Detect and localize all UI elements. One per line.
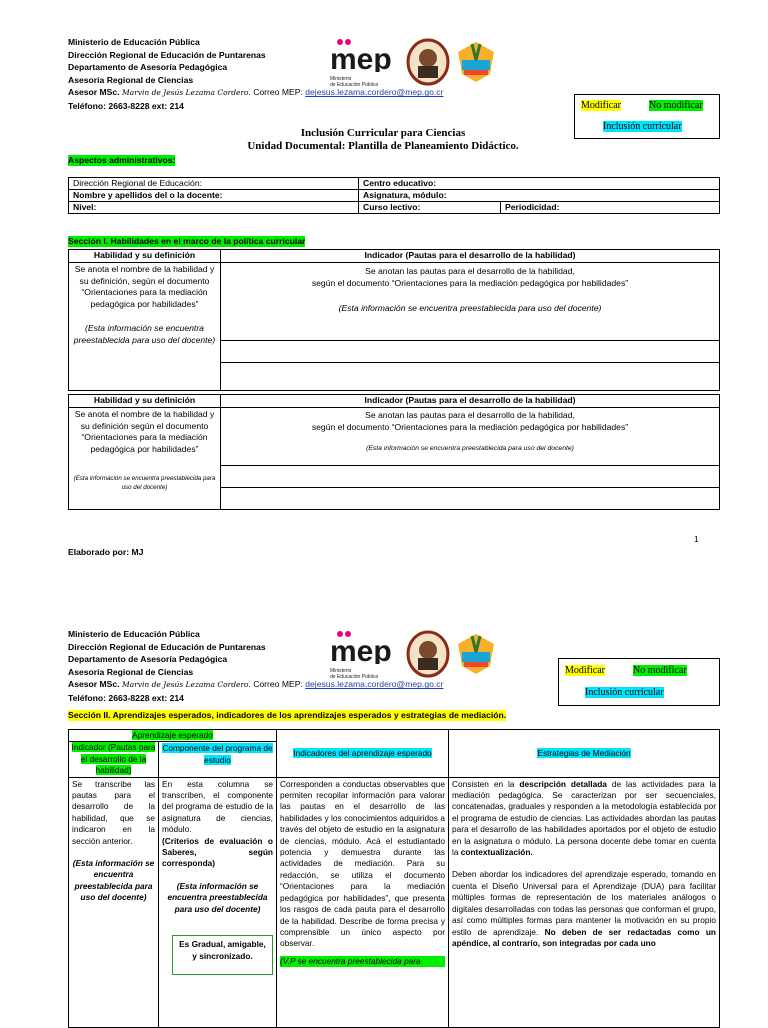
col-header: Habilidad y su definición — [69, 250, 221, 263]
elaborado-por: Elaborado por: MJ — [68, 547, 144, 557]
header-line: Ministerio de Educación Pública — [68, 629, 200, 639]
admin-cell: Asignatura, módulo: — [359, 190, 720, 202]
gradual-box: Es Gradual, amigable, y sincronizado. — [172, 935, 273, 975]
legend-no-modificar: No modificar — [633, 665, 687, 676]
seccion2-table — [68, 729, 720, 1028]
header-line: Dirección Regional de Educación de Puntarenas — [68, 641, 266, 652]
habilidad-table-2 — [68, 394, 720, 510]
header-line: Dirección Regional de Educación de Puntarenas — [68, 49, 266, 60]
legend-box — [558, 658, 720, 706]
indicadores-col: Corresponden a conductas observables que permiten recopilar información para valorar las pautas en el desarrollo de las habilidades y los conocimientos adquiridos a través del objeto de estudio en la asignatura de ciencias, módulo. Acá el estudiantado potencia y demuestra durante las actividades de mediación. Para su redacción, se utiliza el documento “Orientaciones para la mediación pedagógica por habilidades”, que presenta los rasgos de cada pauta para el desarrollo de la habilidad. Describe de forma precisa y comprensible un único aspecto por observar. (V.P se encuentra preestablecida para — [277, 777, 449, 1027]
mep-wordmark: mep — [330, 635, 392, 664]
admin-table — [68, 177, 720, 214]
page-number: 1 — [694, 534, 699, 544]
col-header: Indicador (Pautas para el desarrollo de la habilidad) — [221, 395, 720, 408]
email-link[interactable]: dejesus.lezama.cordero@mep.go.cr — [305, 679, 444, 690]
indicador-col: Se transcribe las pautas para el desarrollo de la habilidad, que se indicaron en la sección anterior. (Esta información se encuentra preestablecida para uso del docente) — [69, 777, 159, 1027]
regional-badge-icon — [454, 630, 498, 681]
aprendizaje-header: Aprendizaje esperado — [69, 730, 277, 742]
seccion1-heading: Sección I. Habilidades en el marco de la política curricular — [68, 236, 306, 246]
habilidad-table-1 — [68, 249, 720, 391]
col-header: Indicador (Pautas para el desarrollo de la habilidad) — [69, 742, 159, 777]
admin-cell: Centro educativo: — [359, 178, 720, 190]
header-line: Departamento de Asesoría Pedagógica — [68, 654, 228, 665]
indicador-empty-cell — [221, 465, 720, 487]
admin-cell: Nombre y apellidos del o la docente: — [69, 190, 359, 202]
legend-inclusion: Inclusión curricular — [603, 121, 682, 132]
col-header: Componente del programa de estudio — [159, 742, 277, 777]
legend-modificar: Modificar — [581, 100, 621, 111]
admin-cell: Curso lectivo: — [359, 202, 501, 214]
habilidad-cell: Se anota el nombre de la habilidad y su definición según el documento “Orientaciones para la mediación pedagógica por habilidades” (Esta información se encuentra preestablecida para uso del docente) — [69, 407, 221, 509]
phone-line: Teléfono: 2663-8228 ext: 214 — [68, 692, 184, 703]
componente-col: En esta columna se transcriben, el componente del programa de estudio de la asignatura de ciencias, módulo. (Criterios de evaluación o Saberes, según corresponda) (Esta información se encuentra preestablecida para uso del docente) Es Gradual, amigable, y sincronizado. — [159, 777, 277, 1027]
asesor-line: Asesor MSc. Marvin de Jesús Lezama Cordero. Correo MEP: dejesus.lezama.cordero@mep.go.cr — [68, 87, 444, 98]
mep-logo: mep Ministerio de Educación Pública — [330, 38, 400, 88]
phone-line: Teléfono: 2663-8228 ext: 214 — [68, 100, 184, 111]
legend-inclusion: Inclusión curricular — [585, 687, 664, 698]
habilidad-cell: Se anota el nombre de la habilidad y su definición, según el documento “Orientaciones para la mediación pedagógica por habilidades” (Esta información se encuentra preestablecida para uso del docente) — [69, 262, 221, 390]
indicador-cell: Se anotan las pautas para el desarrollo de la habilidad, según el documento “Orientaciones para la mediación pedagógica por habilidades” (Esta información se encuentra preestablecida para uso del docente) — [221, 407, 720, 465]
estrategias-col: Consisten en la descripción detallada de las actividades para la mediación pedagógica. Se caracterizan por ser secuenciales, concatenadas, graduales y responden a la metodología establecida por el programa de estudio de ciencias. Las actividades abordan las pautas para el desarrollo de las habilidades aportados por el objeto de estudio en la asignatura o módulo. La persona docente debe tomar en cuenta la contextualización. Deben abordar los indicadores del aprendizaje esperado, tomando en cuenta el Diseño Universal para el Aprendizaje (DUA) para facilitar múltiples formas de representación de los materiales análogos o digitales desarrolladas con todas las personas que conforman el grupo, así como múltiples formas para mantener la motivación en su propio estilo de aprendizaje. No deben de ser redactadas como un apéndice, al contrario, son integradas por cada uno — [449, 777, 720, 1027]
legend-box — [574, 94, 720, 139]
mep-logo: mep Ministerio de Educación Pública — [330, 630, 400, 680]
puntarenas-seal-icon — [406, 38, 450, 91]
header-line: Ministerio de Educación Pública — [68, 37, 200, 47]
doc-title: Inclusión Curricular para Ciencias — [300, 127, 466, 139]
header-line: Asesoría Regional de Ciencias — [68, 74, 194, 85]
legend-no-modificar: No modificar — [649, 100, 703, 111]
indicador-empty-cell — [221, 362, 720, 390]
legend-modificar: Modificar — [565, 665, 605, 676]
admin-cell: Dirección Regional de Educación: — [69, 178, 359, 190]
asesor-line: Asesor MSc. Marvin de Jesús Lezama Cordero. Correo MEP: dejesus.lezama.cordero@mep.go.cr — [68, 679, 444, 690]
indicador-cell: Se anotan las pautas para el desarrollo de la habilidad, según el documento “Orientaciones para la mediación pedagógica por habilidades” (Esta información se encuentra preestablecida para uso del docente) — [221, 262, 720, 340]
doc-subtitle: Unidad Documental: Plantilla de Planeamiento Didáctico. — [247, 140, 519, 152]
email-link[interactable]: dejesus.lezama.cordero@mep.go.cr — [305, 87, 444, 98]
regional-badge-icon — [454, 38, 498, 89]
header-line: Asesoría Regional de Ciencias — [68, 666, 194, 677]
col-header: Indicadores del aprendizaje esperado — [277, 730, 449, 778]
indicador-empty-cell — [221, 340, 720, 362]
puntarenas-seal-icon — [406, 630, 450, 683]
indicador-empty-cell — [221, 487, 720, 509]
col-header: Habilidad y su definición — [69, 395, 221, 408]
col-header: Estrategias de Mediación — [449, 730, 720, 778]
aspectos-heading: Aspectos administrativos: — [68, 155, 176, 165]
mep-wordmark: mep — [330, 43, 392, 72]
seccion2-heading: Sección II. Aprendizajes esperados, indicadores de los aprendizajes esperados y estrategias de mediación. — [68, 710, 507, 720]
admin-cell: Periodicidad: — [501, 202, 720, 214]
admin-cell: Nivel: — [69, 202, 359, 214]
col-header: Indicador (Pautas para el desarrollo de la habilidad) — [221, 250, 720, 263]
header-line: Departamento de Asesoría Pedagógica — [68, 62, 228, 73]
